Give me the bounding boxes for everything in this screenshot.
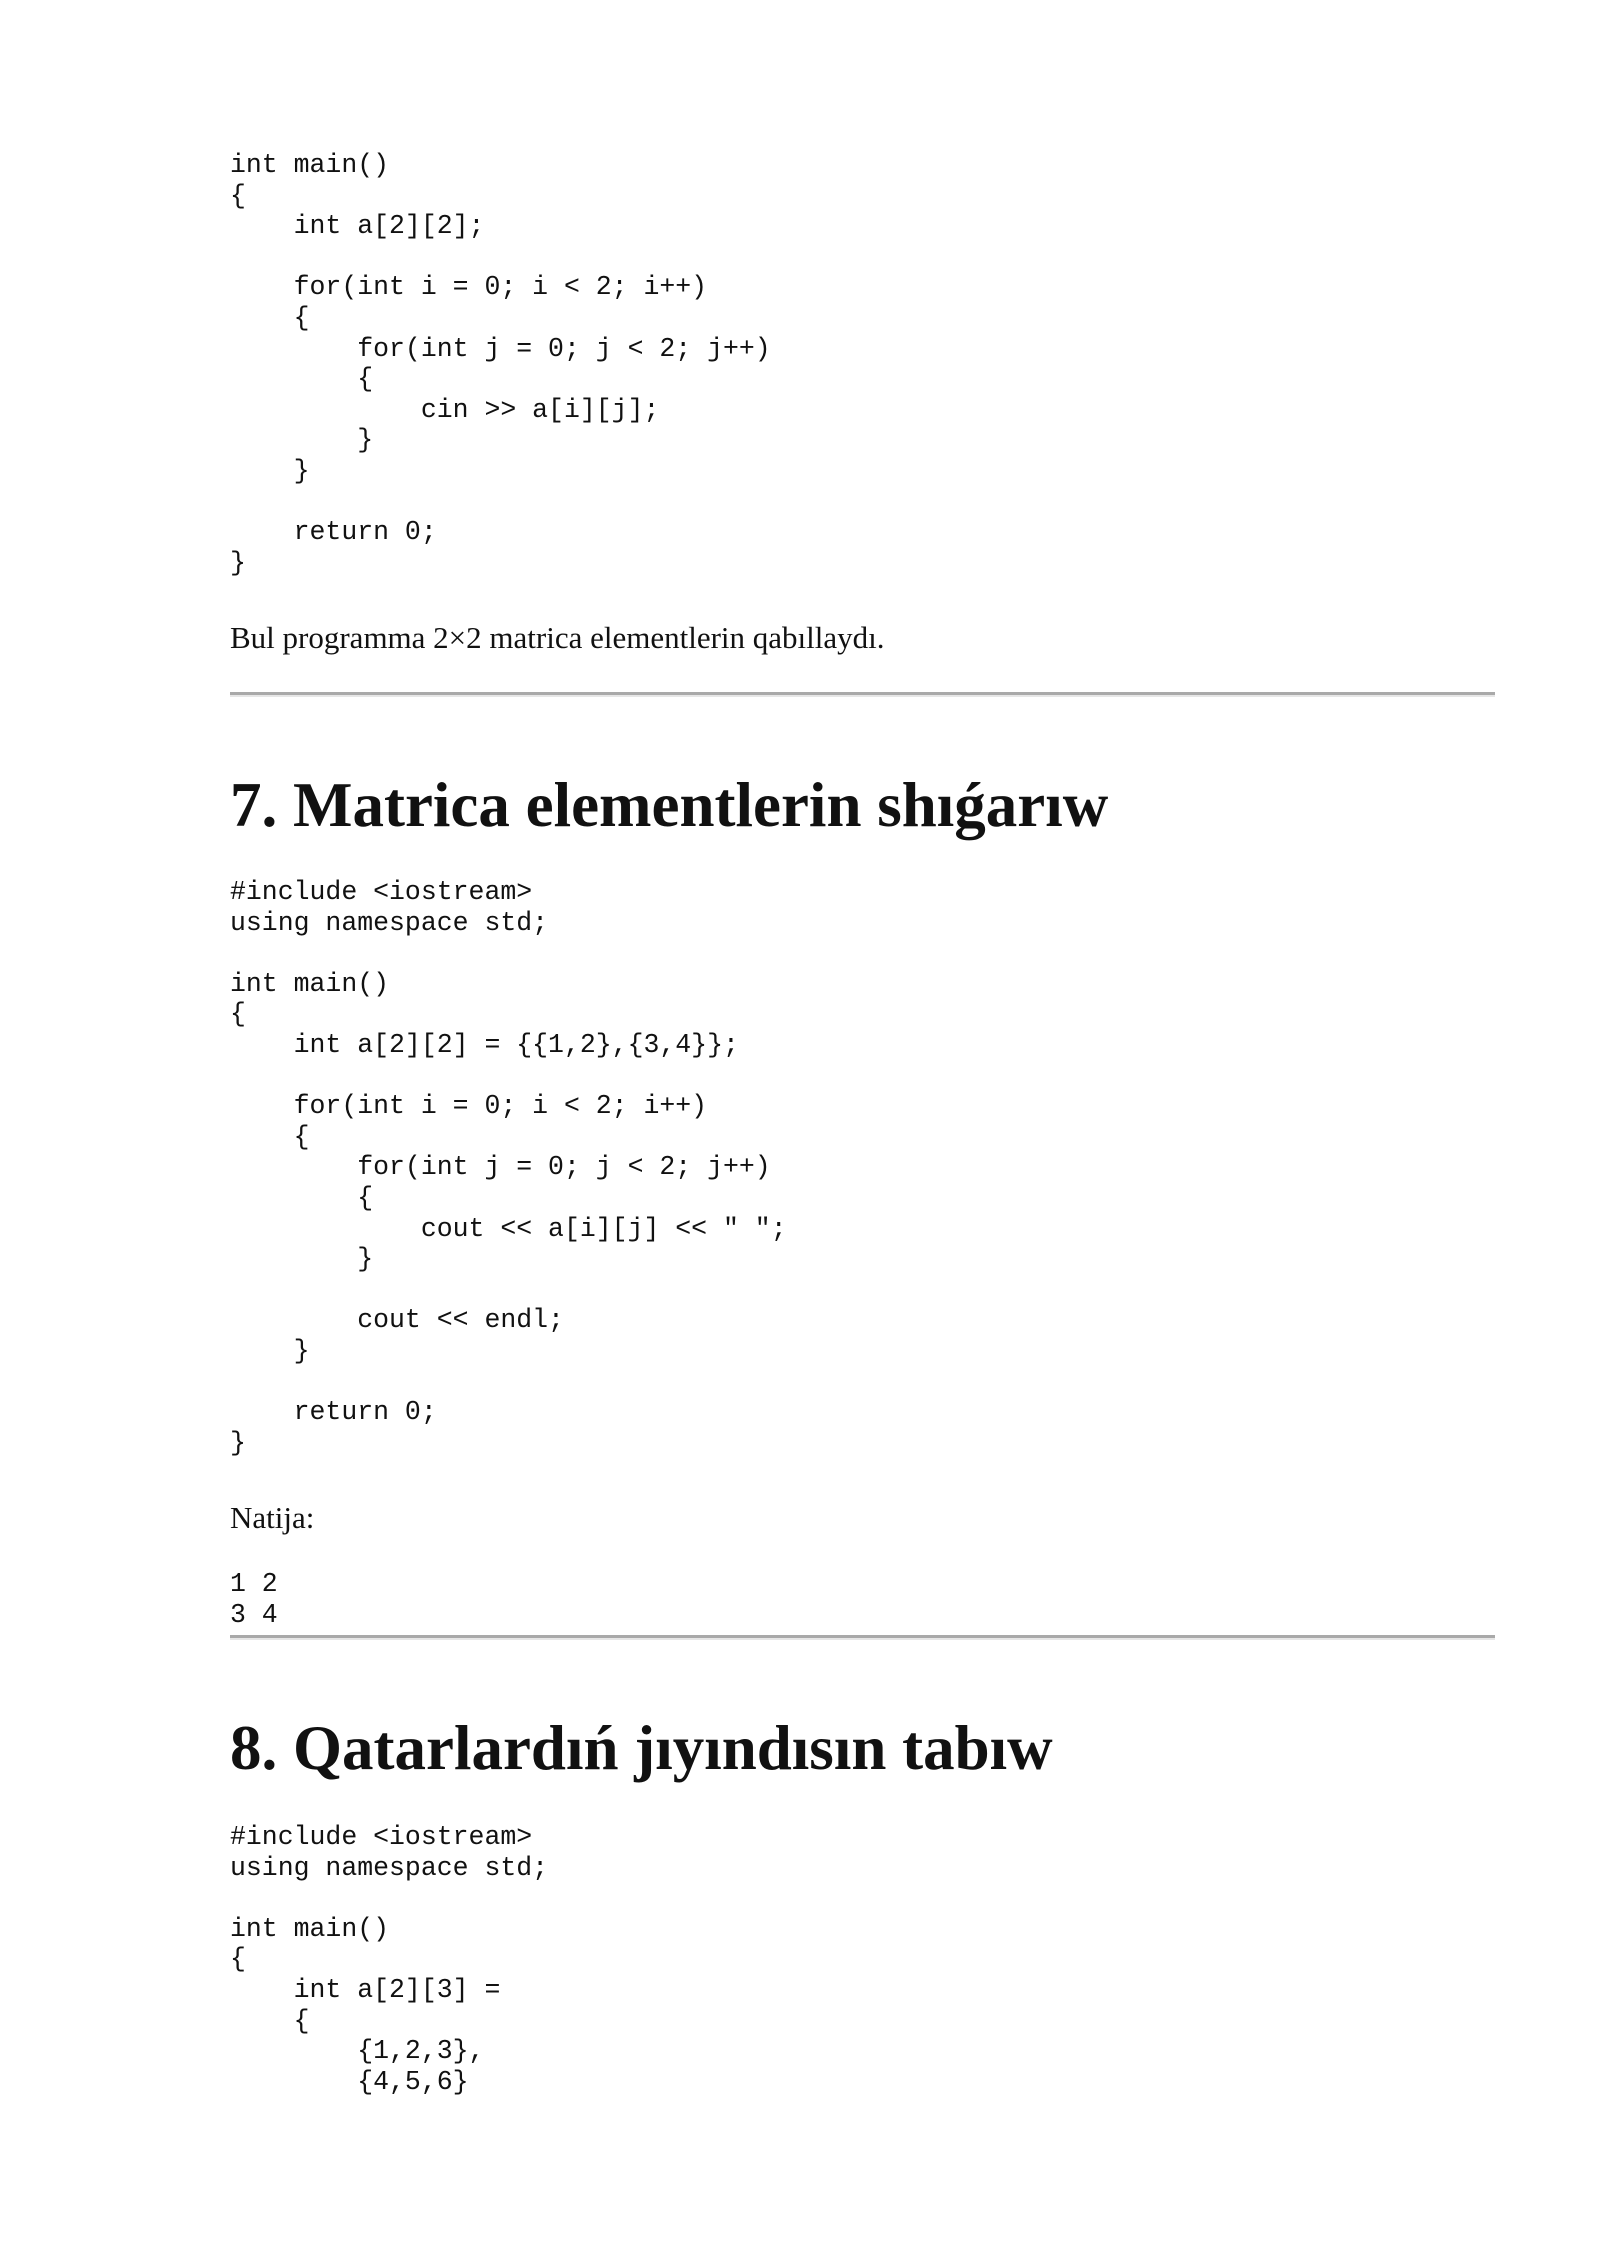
result-output: 1 2 3 4: [230, 1569, 278, 1630]
code-block-print-matrix: #include <iostream> using namespace std; int main() { int a[2][2] = {{1,2},{3,4}}; for(int i = 0; i < 2; i++) { for(int j = 0; j < 2; j++) { cout << a[i][j] << " "; } cout << endl; } return 0; }: [230, 877, 787, 1458]
section-8-heading: 8. Qatarlardıń jıyındısın tabıw: [230, 1713, 1053, 1783]
code-block-row-sums: #include <iostream> using namespace std; int main() { int a[2][3] = { {1,2,3}, {4,5,6}: [230, 1822, 549, 2097]
section-divider: [230, 1635, 1495, 1638]
read-matrix-caption: Bul programma 2×2 matrica elementlerin qabıllaydı.: [230, 620, 885, 655]
section-7-heading: 7. Matrica elementlerin shıǵarıw: [230, 770, 1109, 840]
code-block-read-matrix: int main() { int a[2][2]; for(int i = 0; i < 2; i++) { for(int j = 0; j < 2; j++) { cin >> a[i][j]; } } return 0; }: [230, 150, 771, 578]
result-label: Natija:: [230, 1500, 315, 1535]
section-divider: [230, 692, 1495, 695]
